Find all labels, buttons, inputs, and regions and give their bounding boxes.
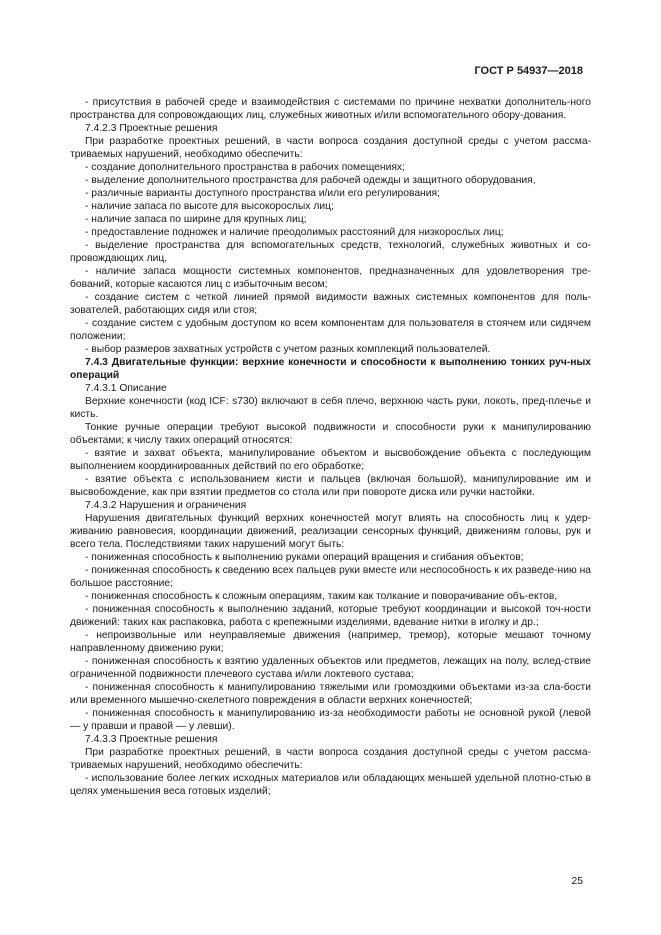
body-paragraph: 7.4.3.1 Описание (85, 383, 167, 394)
body-paragraph: - выделение пространства для вспомогательных средств, технологий, служебных животных и со-провождающих лиц, (70, 240, 591, 264)
body-paragraph: - выбор размеров захватных устройств с учетом разных комплекций пользователей. (85, 344, 491, 355)
page-number: 25 (571, 876, 583, 887)
document-id-header: ГОСТ Р 54937—2018 (474, 65, 583, 77)
body-paragraph: - взятие и захват объекта, манипулирование объектом и высвобождение объекта с последующим выполнением координированных действий по его обработке; (70, 448, 591, 472)
body-paragraph: - наличие запаса по высоте для высокорослых лиц; (85, 201, 334, 212)
body-paragraph: 7.4.3.2 Нарушения и ограничения (85, 500, 247, 511)
body-paragraph: Нарушения двигательных функций верхних конечностей могут влиять на способность лиц к удер-живанию равновесия, координации движений, реализации сенсорных функций, движениям головы, рук и всего тела. Последствиями таких нарушений могут быть: (70, 513, 591, 550)
body-paragraph: Тонкие ручные операции требуют высокой подвижности и способности руки к манипулированию объектами; к числу таких операций относятся: (70, 422, 591, 446)
body-paragraph: - пониженная способность к манипулированию из-за необходимости работы не основной рукой (левой — у правши и правой — у левши). (70, 708, 591, 732)
body-paragraph: - создание систем с четкой линией прямой видимости важных системных компонентов для поль-зователей, работающих сидя или стоя; (70, 292, 591, 316)
body-paragraph: - присутствия в рабочей среде и взаимодействия с системами по причине нехватки дополнитель-ного пространства для сопровождающих лиц, служебных животных и/или вспомогательного обору-дования. (70, 97, 591, 121)
section-heading: 7.4.3 Двигательные функции: верхние конечности и способности к выполнению тонких руч-ных операций (70, 357, 591, 381)
body-paragraph: При разработке проектных решений, в части вопроса создания доступной среды с учетом рассма-триваемых нарушений, необходимо обеспечить: (70, 747, 591, 771)
body-paragraph: - пониженная способность к взятию удаленных объектов или предметов, лежащих на полу, вслед-ствие ограниченной подвижности плечевого сустава и/или локтевого сустава; (70, 656, 591, 680)
body-paragraph: - различные варианты доступного пространства и/или его регулирования; (85, 188, 440, 199)
body-paragraph: - создание дополнительного пространства в рабочих помещениях; (85, 162, 405, 173)
body-paragraph: - предоставление подножек и наличие преодолимых расстояний для низкорослых лиц; (85, 227, 504, 238)
body-paragraph: Верхние конечности (код ICF: s730) включают в себя плечо, верхнюю часть руки, локоть, пред-плечье и кисть. (70, 396, 591, 420)
body-paragraph: - выделение дополнительного пространства для рабочей одежды и защитного оборудования, (85, 175, 536, 186)
body-paragraph: - пониженная способность к сведению всех пальцев руки вместе или неспособность к их разведе-нию на большое расстояние; (70, 565, 591, 589)
body-paragraph: - наличие запаса мощности системных компонентов, предназначенных для удовлетворения тре-бований, которые касаются лиц с избыточным весом; (70, 266, 591, 290)
body-paragraph: - использование более легких исходных материалов или обладающих меньшей удельной плотно-стью в целях уменьшения веса готовых изделий; (70, 773, 591, 797)
document-body (70, 96, 591, 798)
body-paragraph: 7.4.2.3 Проектные решения (85, 123, 218, 134)
body-paragraph: - пониженная способность к манипулированию тяжелыми или громоздкими объектами из-за сла-бости или временного мышечно-скелетного повреждения в области верхних конечностей; (70, 682, 591, 706)
body-paragraph: При разработке проектных решений, в части вопроса создания доступной среды с учетом рассма-триваемых нарушений, необходимо обеспечить: (70, 136, 591, 160)
body-paragraph: - пониженная способность к выполнению заданий, которые требуют координации и высокой точ-ности движений: таких как распаковка, работа с крепежными изделиями, вдевание нитки в иголку и др.; (70, 604, 591, 628)
body-paragraph: - непроизвольные или неуправляемые движения (например, тремор), которые мешают точному направленному движению руки; (70, 630, 591, 654)
body-paragraph: - пониженная способность к выполнению руками операций вращения и сгибания объектов; (85, 552, 524, 563)
body-paragraph: - наличие запаса по ширине для крупных лиц; (85, 214, 307, 225)
body-paragraph: - создание систем с удобным доступом ко всем компонентам для пользователя в стоячем или сидячем положении; (70, 318, 591, 342)
body-paragraph: - взятие объекта с использованием кисти и пальцев (включая большой), манипулирование им и высвобождение, как при взятии предметов со стола или при повороте диска или ручки настойки. (70, 474, 591, 498)
body-paragraph: - пониженная способность к сложным операциям, таким как толкание и поворачивание объ-ектов, (85, 591, 558, 602)
body-paragraph: 7.4.3.3 Проектные решения (85, 734, 218, 745)
